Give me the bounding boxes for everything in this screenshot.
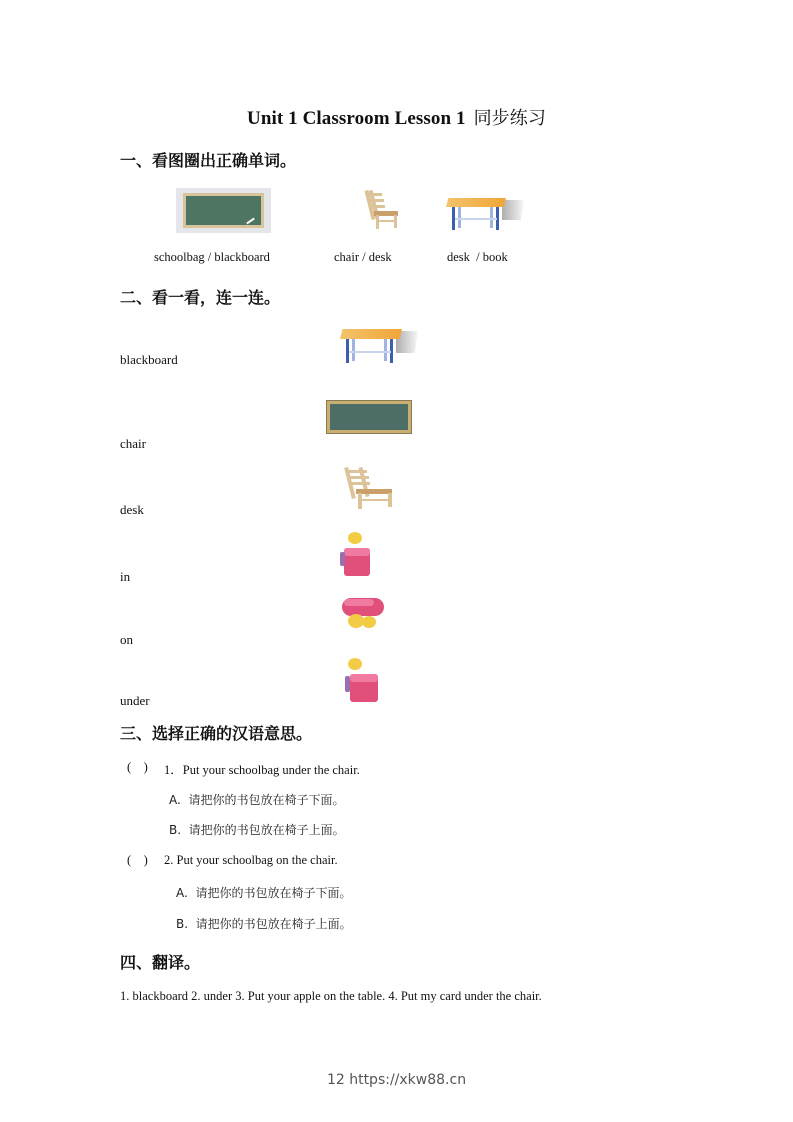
title-chinese: 同步练习 bbox=[473, 108, 546, 129]
answer-bracket-1[interactable]: ( ) bbox=[127, 760, 148, 774]
match-word-on: on bbox=[120, 632, 133, 647]
match-on-image bbox=[338, 594, 390, 636]
question-1: 1．Put your schoolbag under the chair. bbox=[164, 763, 360, 777]
match-blackboard-image bbox=[327, 401, 411, 433]
question-2-option-a[interactable]: A. 请把你的书包放在椅子下面。 bbox=[176, 886, 352, 900]
match-word-under: under bbox=[120, 693, 150, 708]
desk-image bbox=[446, 196, 524, 232]
match-in-image bbox=[332, 530, 382, 578]
option-1: schoolbag / blackboard bbox=[154, 250, 270, 264]
question-1-option-a[interactable]: A. 请把你的书包放在椅子下面。 bbox=[169, 793, 345, 807]
match-word-chair: chair bbox=[120, 436, 146, 451]
page-footer: 12 https://xkw88.cn bbox=[326, 1072, 467, 1088]
section1-heading: 一、看图圈出正确单词。 bbox=[120, 151, 297, 170]
match-word-in: in bbox=[120, 569, 131, 584]
question-2-option-b[interactable]: B. 请把你的书包放在椅子上面。 bbox=[176, 917, 352, 931]
option-3: desk / book bbox=[447, 250, 508, 264]
translation-items: 1. blackboard 2. under 3. Put your apple on the table. 4. Put my card under the chair. bbox=[120, 989, 542, 1003]
section2-heading: 二、看一看，连一连。 bbox=[120, 288, 281, 307]
match-under-image bbox=[336, 654, 386, 704]
answer-bracket-2[interactable]: ( ) bbox=[127, 853, 148, 867]
title-english: Unit 1 Classroom Lesson 1 bbox=[247, 108, 466, 129]
match-word-blackboard: blackboard bbox=[120, 352, 178, 367]
match-chair-image bbox=[344, 467, 396, 511]
question-2: 2. Put your schoolbag on the chair. bbox=[164, 853, 338, 867]
match-desk-image bbox=[340, 327, 418, 365]
section4-heading: 四、翻译。 bbox=[120, 953, 201, 972]
section3-heading: 三、选择正确的汉语意思。 bbox=[120, 724, 313, 743]
option-2: chair / desk bbox=[334, 250, 392, 264]
blackboard-image bbox=[176, 188, 271, 233]
chair-image bbox=[362, 190, 402, 230]
question-1-option-b[interactable]: B. 请把你的书包放在椅子上面。 bbox=[169, 823, 345, 837]
page-title bbox=[0, 104, 793, 130]
match-word-desk: desk bbox=[120, 502, 144, 517]
